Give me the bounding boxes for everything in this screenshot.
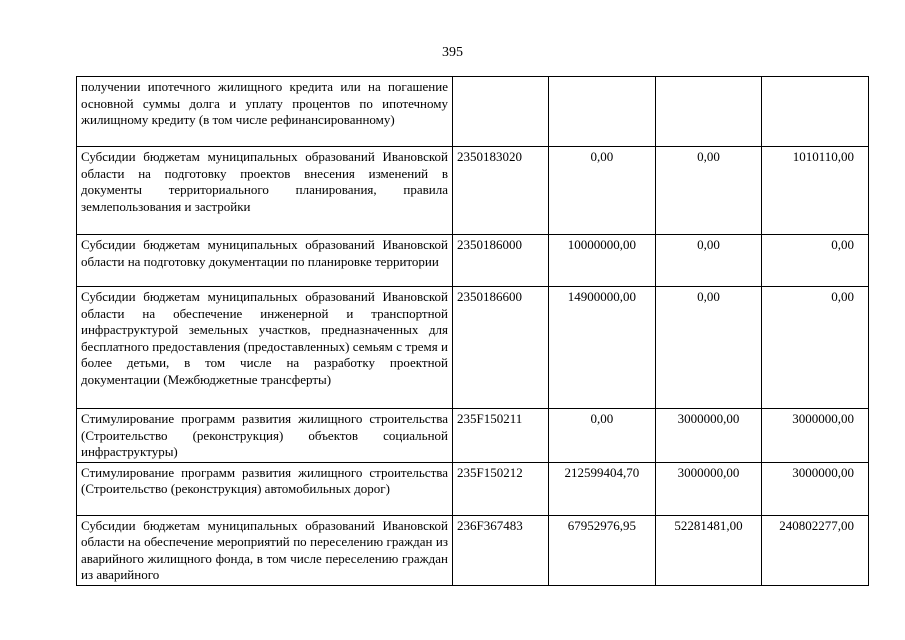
row-value-2: 3000000,00	[655, 462, 762, 515]
row-description: получении ипотечного жилищного кредита или на погашение основной суммы долга и уплату процентов по ипотечному жилищному кредиту (в том числе рефинансированному)	[77, 77, 453, 147]
table-row	[77, 77, 869, 147]
row-description: Субсидии бюджетам муниципальных образований Ивановской области на подготовку проектов внесения изменений в документы территориального планирования, правила землепользования и застройки	[77, 147, 453, 235]
row-value-2: 52281481,00	[655, 515, 762, 585]
row-description: Стимулирование программ развития жилищного строительства (Строительство (реконструкция) автомобильных дорог)	[77, 462, 453, 515]
row-value-3: 3000000,00	[762, 462, 869, 515]
row-description: Субсидии бюджетам муниципальных образований Ивановской области на обеспечение инженерной и транспортной инфраструктурой земельных участков, предназначенных для бесплатного предоставления (предоставленных) семьям с тремя и более детьми, в том числе на разработку проектной документации (Межбюджетные трансферты)	[77, 287, 453, 409]
row-value-2	[655, 77, 762, 147]
row-value-2: 0,00	[655, 147, 762, 235]
row-value-3: 3000000,00	[762, 409, 869, 463]
row-value-1: 212599404,70	[549, 462, 656, 515]
row-code: 236F367483	[453, 515, 549, 585]
row-value-3: 1010110,00	[762, 147, 869, 235]
row-value-3: 0,00	[762, 235, 869, 287]
row-value-3: 0,00	[762, 287, 869, 409]
page-number: 395	[442, 45, 463, 60]
row-code	[453, 77, 549, 147]
table-row	[77, 462, 869, 515]
row-code: 235F150211	[453, 409, 549, 463]
row-code: 2350183020	[453, 147, 549, 235]
table-row	[77, 515, 869, 585]
row-value-3	[762, 77, 869, 147]
row-value-1: 67952976,95	[549, 515, 656, 585]
row-value-2: 3000000,00	[655, 409, 762, 463]
row-value-1	[549, 77, 656, 147]
row-code: 2350186000	[453, 235, 549, 287]
row-description: Субсидии бюджетам муниципальных образований Ивановской области на обеспечение мероприятий по переселению граждан из аварийного жилищного фонда, в том числе переселению граждан из аварийного	[77, 515, 453, 585]
row-value-3: 240802277,00	[762, 515, 869, 585]
table-row	[77, 409, 869, 463]
row-code: 235F150212	[453, 462, 549, 515]
row-value-1: 14900000,00	[549, 287, 656, 409]
row-value-1: 0,00	[549, 409, 656, 463]
table-row	[77, 287, 869, 409]
table-row	[77, 235, 869, 287]
row-value-1: 10000000,00	[549, 235, 656, 287]
budget-table	[76, 76, 869, 586]
row-description: Стимулирование программ развития жилищного строительства (Строительство (реконструкция) объектов социальной инфраструктуры)	[77, 409, 453, 463]
row-value-2: 0,00	[655, 235, 762, 287]
table-row	[77, 147, 869, 235]
row-value-2: 0,00	[655, 287, 762, 409]
row-value-1: 0,00	[549, 147, 656, 235]
row-code: 2350186600	[453, 287, 549, 409]
row-description: Субсидии бюджетам муниципальных образований Ивановской области на подготовку документации по планировке территории	[77, 235, 453, 287]
